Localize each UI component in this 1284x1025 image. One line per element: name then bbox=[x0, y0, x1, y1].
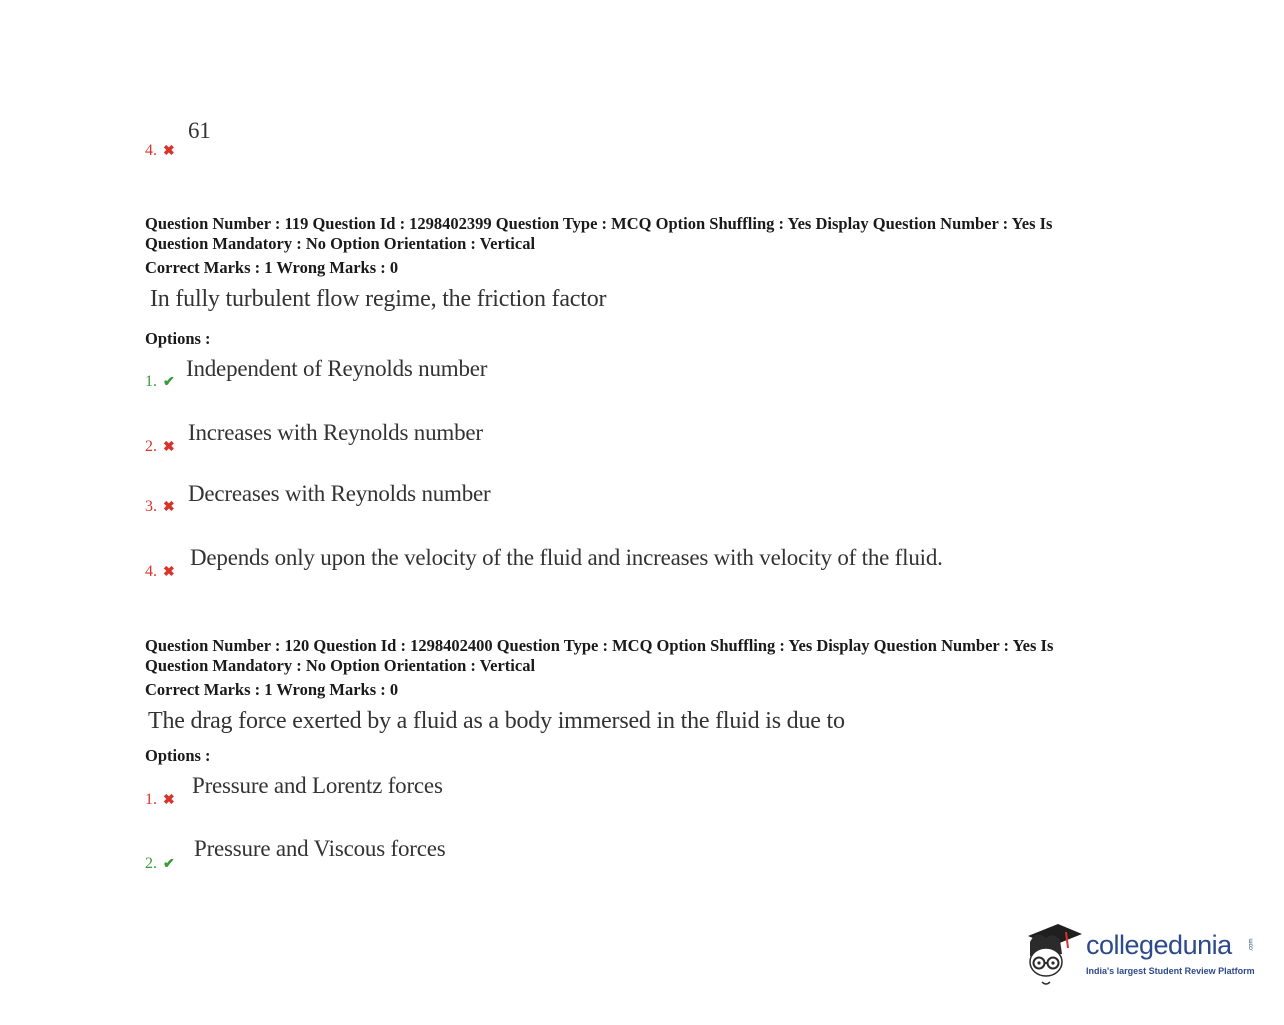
cross-icon: ✖ bbox=[163, 793, 175, 808]
collegedunia-logo bbox=[1022, 920, 1262, 990]
option-text: Depends only upon the velocity of the fluid and increases with velocity of the fluid. bbox=[190, 545, 943, 570]
question-meta bbox=[145, 636, 1145, 676]
option-number: 1. ✔ bbox=[145, 373, 175, 390]
option-text: Increases with Reynolds number bbox=[188, 420, 483, 445]
cross-icon: ✖ bbox=[163, 565, 175, 580]
marks-line: Correct Marks : 1 Wrong Marks : 0 bbox=[145, 258, 399, 277]
meta-line: Question Mandatory : No Option Orientation : Vertical bbox=[145, 234, 536, 253]
question-text: The drag force exerted by a fluid as a body immersed in the fluid is due to bbox=[148, 708, 845, 734]
option-number: 2. ✖ bbox=[145, 438, 175, 455]
option-text: Pressure and Viscous forces bbox=[194, 836, 446, 861]
option-text: Pressure and Lorentz forces bbox=[192, 773, 443, 798]
question-meta bbox=[145, 214, 1145, 254]
option-number: 1. ✖ bbox=[145, 791, 175, 808]
option-text: Independent of Reynolds number bbox=[186, 356, 488, 381]
logo-name: collegedunia bbox=[1086, 930, 1232, 960]
logo-tagline: India's largest Student Review Platform bbox=[1086, 966, 1255, 976]
cross-icon: ✖ bbox=[163, 500, 175, 515]
cross-icon: ✖ bbox=[163, 144, 175, 159]
option-text: 61 bbox=[188, 118, 211, 143]
option-number: 4. ✖ bbox=[145, 142, 175, 159]
option-number: 4. ✖ bbox=[145, 563, 175, 580]
mascot-icon bbox=[1022, 920, 1084, 990]
check-icon: ✔ bbox=[163, 375, 175, 390]
cross-icon: ✖ bbox=[163, 440, 175, 455]
option-number: 3. ✖ bbox=[145, 498, 175, 515]
marks-line: Correct Marks : 1 Wrong Marks : 0 bbox=[145, 680, 399, 699]
options-label: Options : bbox=[145, 746, 211, 765]
option-number: 2. ✔ bbox=[145, 855, 175, 872]
option-text: Decreases with Reynolds number bbox=[188, 481, 491, 506]
meta-line: Question Number : 119 Question Id : 1298402399 Question Type : MCQ Option Shuffling : Yes Display Question Number : Yes Is bbox=[145, 214, 1053, 233]
logo-suffix: .com bbox=[1248, 938, 1255, 952]
meta-line: Question Mandatory : No Option Orientation : Vertical bbox=[145, 656, 536, 675]
options-label: Options : bbox=[145, 329, 211, 348]
question-text: In fully turbulent flow regime, the friction factor bbox=[150, 286, 607, 312]
meta-line: Question Number : 120 Question Id : 1298402400 Question Type : MCQ Option Shuffling : Yes Display Question Number : Yes Is bbox=[145, 636, 1054, 655]
check-icon: ✔ bbox=[163, 857, 175, 872]
